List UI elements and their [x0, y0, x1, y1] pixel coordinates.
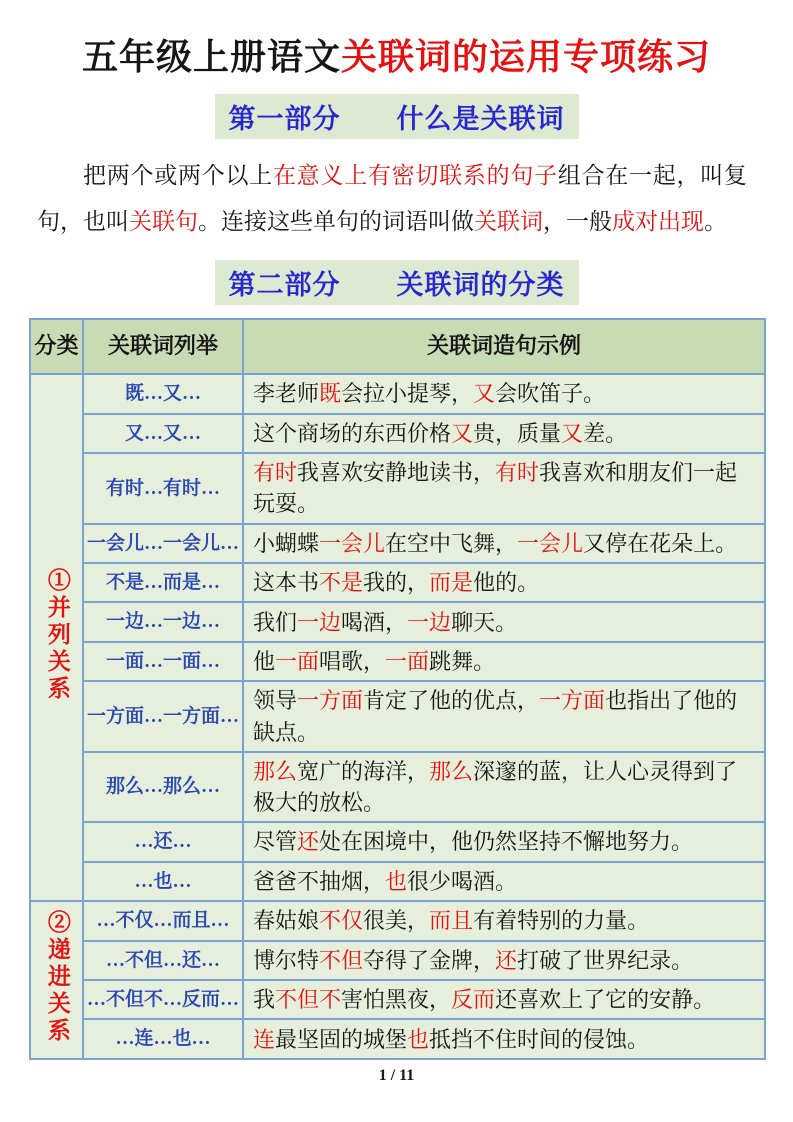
section-one-heading: 第一部分 什么是关联词 — [215, 94, 579, 139]
example-cell: 这个商场的东西价格又贵，质量又差。 — [243, 414, 765, 453]
conjunction-cell: 一面…一面… — [83, 642, 243, 681]
example-cell: 领导一方面肯定了他的优点，一方面也指出了他的缺点。 — [243, 681, 765, 751]
example-cell: 有时我喜欢安静地读书，有时我喜欢和朋友们一起玩耍。 — [243, 453, 765, 523]
table-row — [30, 563, 765, 602]
example-cell: 爸爸不抽烟，也很少喝酒。 — [243, 862, 765, 901]
header-category: 分类 — [30, 319, 83, 374]
conjunction-cell: …不但不…反而… — [83, 980, 243, 1019]
conjunction-cell: 一边…一边… — [83, 602, 243, 641]
table-row — [30, 602, 765, 641]
example-cell: 李老师既会拉小提琴，又会吹笛子。 — [243, 374, 765, 413]
table-row — [30, 1019, 765, 1058]
example-cell: 他一面唱歌，一面跳舞。 — [243, 642, 765, 681]
table-row — [30, 453, 765, 523]
table-row — [30, 752, 765, 822]
category-label-progressive: ②递进关系 — [44, 909, 70, 1045]
conjunction-cell: …也… — [83, 862, 243, 901]
section-two-heading-row — [29, 260, 764, 305]
conjunction-cell: 既…又… — [83, 374, 243, 413]
section-one-heading-row — [29, 94, 764, 139]
category-cell-parallel — [30, 374, 83, 901]
example-cell: 那么宽广的海洋，那么深邃的蓝，让人心灵得到了极大的放松。 — [243, 752, 765, 822]
example-cell: 这本书不是我的，而是他的。 — [243, 563, 765, 602]
header-conjunction-list: 关联词列举 — [83, 319, 243, 374]
table-row — [30, 901, 765, 940]
example-cell: 我们一边喝酒，一边聊天。 — [243, 602, 765, 641]
conjunction-cell: …不仅…而且… — [83, 901, 243, 940]
table-row — [30, 980, 765, 1019]
conjunction-cell: …连…也… — [83, 1019, 243, 1058]
table-row — [30, 414, 765, 453]
conjunction-cell: 那么…那么… — [83, 752, 243, 822]
conjunction-cell: 一方面…一方面… — [83, 681, 243, 751]
intro-paragraph: 把两个或两个以上在意义上有密切联系的句子组合在一起，叫复句，也叫关联句。连接这些单句的词语叫做关联词，一般成对出现。 — [37, 163, 748, 235]
table-row — [30, 681, 765, 751]
section-two-heading: 第二部分 关联词的分类 — [215, 260, 579, 305]
conjunction-cell: 有时…有时… — [83, 453, 243, 523]
conjunction-classification-table — [29, 318, 766, 1060]
page-title-black-part: 五年级上册语文 — [81, 37, 341, 77]
conjunction-cell: 又…又… — [83, 414, 243, 453]
page-title — [29, 36, 764, 79]
example-cell: 尽管还处在困境中，他仍然坚持不懈地努力。 — [243, 822, 765, 861]
example-cell: 小蝴蝶一会儿在空中飞舞，一会儿又停在花朵上。 — [243, 524, 765, 563]
page-number: 1 / 11 — [378, 1066, 415, 1084]
conjunction-cell: 不是…而是… — [83, 563, 243, 602]
example-cell: 连最坚固的城堡也抵挡不住时间的侵蚀。 — [243, 1019, 765, 1058]
table-row — [30, 524, 765, 563]
table-row — [30, 822, 765, 861]
category-label-parallel: ①并列关系 — [44, 567, 70, 703]
header-example-sentences: 关联词造句示例 — [243, 319, 765, 374]
example-cell: 春姑娘不仅很美，而且有着特别的力量。 — [243, 901, 765, 940]
table-row — [30, 374, 765, 413]
table-row — [30, 642, 765, 681]
example-cell: 博尔特不但夺得了金牌，还打破了世界纪录。 — [243, 941, 765, 980]
conjunction-cell: 一会儿…一会儿… — [83, 524, 243, 563]
table-row — [30, 862, 765, 901]
table-header-row — [30, 319, 765, 374]
page-title-red-part: 关联词的运用专项练习 — [341, 37, 712, 77]
table-row — [30, 941, 765, 980]
category-cell-progressive — [30, 901, 83, 1059]
conjunction-cell: …还… — [83, 822, 243, 861]
example-cell: 我不但不害怕黑夜，反而还喜欢上了它的安静。 — [243, 980, 765, 1019]
conjunction-cell: …不但…还… — [83, 941, 243, 980]
